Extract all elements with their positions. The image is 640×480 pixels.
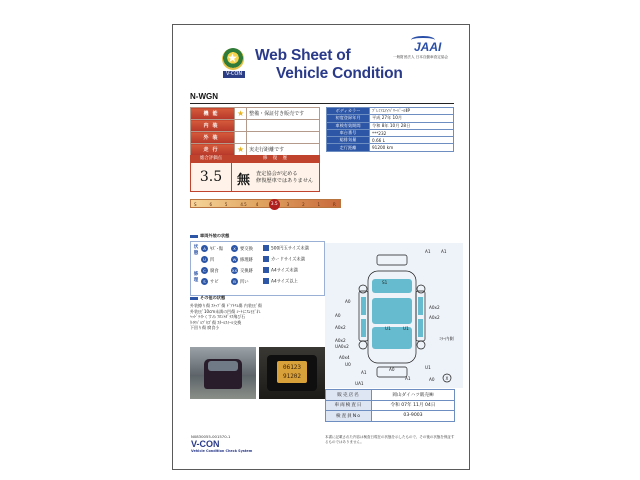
diagram-label: UA1: [355, 381, 364, 386]
eval-text: 実走行距離です: [247, 144, 320, 156]
scale-step: R: [333, 202, 336, 207]
diagram-label: U1: [403, 326, 409, 331]
diagram-label: A1: [405, 376, 411, 381]
model-name: N-WGN: [190, 92, 218, 101]
diagram-label: A0x2: [429, 315, 440, 320]
note-line: 外装擦り傷 ｽﾄｯﾌﾟ傷 ﾄﾞｱﾄﾘﾑ傷 内装ﾋﾋﾞ傷: [190, 303, 262, 308]
title-line1: Web Sheet of: [255, 47, 351, 64]
scale-step: 4.5: [240, 202, 247, 207]
star-empty: [235, 120, 247, 132]
legend-text: 修理跡: [240, 258, 253, 263]
spec-value: 91200 km: [370, 144, 454, 151]
legend-code: C: [201, 267, 208, 274]
diagram-label: U0: [345, 362, 351, 367]
car-windshield: [208, 361, 238, 371]
eval-label: 内装: [191, 120, 235, 132]
logo-text: V-CON: [223, 71, 245, 78]
star-empty: [235, 132, 247, 144]
diagram-label: A0: [389, 367, 395, 372]
diagram-label: A0: [429, 377, 435, 382]
legend-item: [201, 278, 219, 285]
legend-group-label: 修理: [193, 272, 199, 283]
repair-text-line: 査定協会が定める: [256, 171, 298, 177]
legend-text: 腐食: [210, 269, 219, 274]
spec-value: 0.66 L: [370, 137, 454, 144]
repair-text-line: 修復歴車ではありません: [256, 178, 314, 184]
legend-item: [231, 256, 253, 263]
legend-code: S: [201, 278, 208, 285]
scale-step: 3: [286, 202, 290, 207]
star-icon: ★: [227, 51, 238, 65]
footer-logo: V-CON: [191, 439, 220, 449]
scale-step: 5: [224, 202, 228, 207]
diagram-label: A0x2: [429, 305, 440, 310]
odometer-total: 91202: [282, 373, 302, 380]
dealer-label: 検査員No: [326, 411, 372, 422]
legend-item: [231, 278, 249, 285]
title-line2: Vehicle Condition: [276, 65, 403, 82]
diagram-label: X: [445, 376, 449, 381]
eval-label: 走行: [191, 144, 235, 156]
size-item: [263, 278, 298, 285]
spec-row: [327, 144, 454, 151]
spec-label: 総排気量: [327, 137, 370, 144]
dealer-value: 岡山ダイハツ販売㈱: [372, 390, 455, 401]
size-swatch: [263, 278, 269, 284]
legend-code: A: [201, 245, 208, 252]
diagram-label: A1: [425, 249, 431, 254]
dealer-row: [326, 400, 455, 411]
evaluation-table: [190, 107, 320, 156]
diagram-label: A0x4: [339, 355, 350, 360]
damage-diagram: [325, 243, 463, 388]
odometer-photo: [259, 347, 325, 399]
repair-mark: 無: [237, 173, 251, 188]
diagram-label: A0: [345, 299, 351, 304]
star-icon: ★: [235, 108, 247, 120]
legend-group-label: 状態: [193, 245, 199, 256]
spec-label: 走行距離: [327, 144, 370, 151]
spec-row: [327, 122, 454, 129]
legend-code: X: [231, 245, 238, 252]
size-item: [263, 256, 305, 263]
note-line: 外装ﾋﾋﾞ10cm未満の凹傷 ｼｰﾄにｽﾚﾋﾋﾞれ: [190, 308, 261, 314]
odometer-trip: 06123: [282, 364, 302, 371]
note-line: 下回り傷 腐食小: [190, 325, 220, 331]
eval-text: 整備・保証付き販売です: [247, 108, 320, 120]
evaluation-row: [191, 120, 320, 132]
legend-text: 交換跡: [240, 269, 253, 274]
evaluation-row: [191, 144, 320, 156]
dealer-label: 車両検査日: [326, 400, 372, 411]
size-swatch: [263, 245, 269, 251]
spec-label: 車検有効期間: [327, 122, 370, 129]
spec-value: ***232: [370, 129, 454, 136]
diagram-label: UA0x2: [335, 344, 349, 349]
dealer-value: 令和 07年 11月 04日: [372, 400, 455, 411]
diagram-label: A1: [441, 249, 447, 254]
spec-table: [326, 107, 454, 152]
diagram-label: U1: [425, 365, 431, 370]
scale-step: 4: [255, 202, 259, 207]
diagram-label: ﾐﾗｰ内側: [439, 336, 454, 341]
eval-label: 機能: [191, 108, 235, 120]
dealer-label: 販売店名: [326, 390, 372, 401]
star-icon: ★: [235, 144, 247, 156]
repair-history-box: [232, 162, 320, 192]
size-text: A4サイズ未満: [271, 268, 298, 274]
diagram-label: A0: [335, 313, 341, 318]
dealer-row: [326, 390, 455, 401]
legend-code: XX: [231, 268, 238, 273]
spec-label: 車台番号: [327, 129, 370, 136]
total-score: 3.5: [190, 162, 232, 192]
spec-value: 平成 27年 10月: [370, 115, 454, 122]
legend-box: [190, 241, 325, 296]
diagram-label: U1: [385, 326, 391, 331]
legend-text: 凹: [210, 258, 215, 263]
scale-step: 2: [302, 202, 305, 207]
repair-history-header: 修 復 歴: [232, 155, 320, 162]
legend-text: 凹い: [240, 280, 249, 285]
notes-text: [190, 303, 325, 343]
legend-item: [231, 245, 253, 252]
evaluation-row: [191, 132, 320, 144]
footer-system: Vehicle Condition Check System: [191, 449, 253, 453]
org-logo: JAAI: [414, 40, 442, 54]
scale-step: 6: [209, 202, 212, 207]
legend-item: [201, 267, 219, 274]
scale-step: S: [194, 202, 197, 207]
org-subtitle: 一般財団法人 日本自動車査定協会: [393, 55, 449, 59]
dealer-row: [326, 411, 455, 422]
diagram-label: A0x2: [335, 338, 346, 343]
divider: [190, 103, 454, 104]
size-item: [263, 267, 298, 274]
size-text: A4サイズ以上: [271, 279, 298, 285]
evaluation-row: [191, 108, 320, 120]
size-item: [263, 245, 309, 252]
dealer-table: [325, 389, 455, 422]
spec-row: [327, 129, 454, 136]
repair-text: [256, 171, 313, 185]
dealer-value: 03-9003: [372, 411, 455, 422]
legend-item: [201, 256, 214, 263]
legend-code: U: [201, 256, 208, 263]
exterior-photo: [190, 347, 256, 399]
spec-label: ボディカラー: [327, 108, 370, 115]
spec-row: [327, 137, 454, 144]
legend-text: サビ: [210, 280, 219, 285]
legend-code: B: [231, 278, 238, 285]
diagram-label: S1: [382, 280, 388, 285]
diagram-label: A1: [361, 370, 367, 375]
scale-step: 1: [317, 202, 321, 207]
vehicle-condition-sheet: [172, 24, 470, 470]
size-swatch: [263, 256, 269, 262]
legend-text: ｷｽﾞ･傷: [210, 247, 223, 252]
total-score-header: 総合評価点: [190, 155, 232, 162]
legend-section-title: 車両外装の状態: [190, 233, 229, 239]
legend-code: W: [232, 257, 237, 262]
eval-label: 外装: [191, 132, 235, 144]
scale-step: 3.5: [269, 199, 280, 210]
diagram-label: A0x2: [335, 325, 346, 330]
note-line: ﾍｯﾄﾞﾗｲﾄくすみ ﾌﾛﾝﾄｶﾞﾗｽ飛び石: [190, 314, 246, 320]
note-line: ﾀｲﾔﾊﾞﾙﾌﾞｷｽﾞ傷 ｽﾀｰﾙｽｲｰﾙ交換: [190, 319, 242, 325]
spec-value: 令和 8年 10月 28日: [370, 122, 454, 129]
spec-row: [327, 115, 454, 122]
eval-text: [247, 132, 320, 144]
spec-value: ﾌﾟﾚﾐｱﾑｱｲﾊﾞﾘｰﾊﾟｰﾙⅡP: [370, 108, 454, 115]
score-scale: [190, 199, 341, 208]
size-text: 500円玉サイズ未満: [271, 246, 309, 252]
legend-item: [201, 245, 223, 252]
notes-section-title: その他の状態: [190, 295, 225, 301]
legend-item: [231, 267, 253, 274]
legend-text: 要交換: [240, 247, 253, 252]
eval-text: [247, 120, 320, 132]
sheet-id: N0830055-001570-1: [191, 434, 231, 439]
size-text: カードサイズ未満: [271, 257, 306, 263]
odometer-display: [277, 361, 307, 383]
footer-note: 本書に記載された内容は検査日現在の状態を示したもので、その後の状態を保証するものではありません。: [325, 435, 455, 444]
spec-row: [327, 108, 454, 115]
size-swatch: [263, 267, 269, 273]
spec-label: 初度登録年月: [327, 115, 370, 122]
